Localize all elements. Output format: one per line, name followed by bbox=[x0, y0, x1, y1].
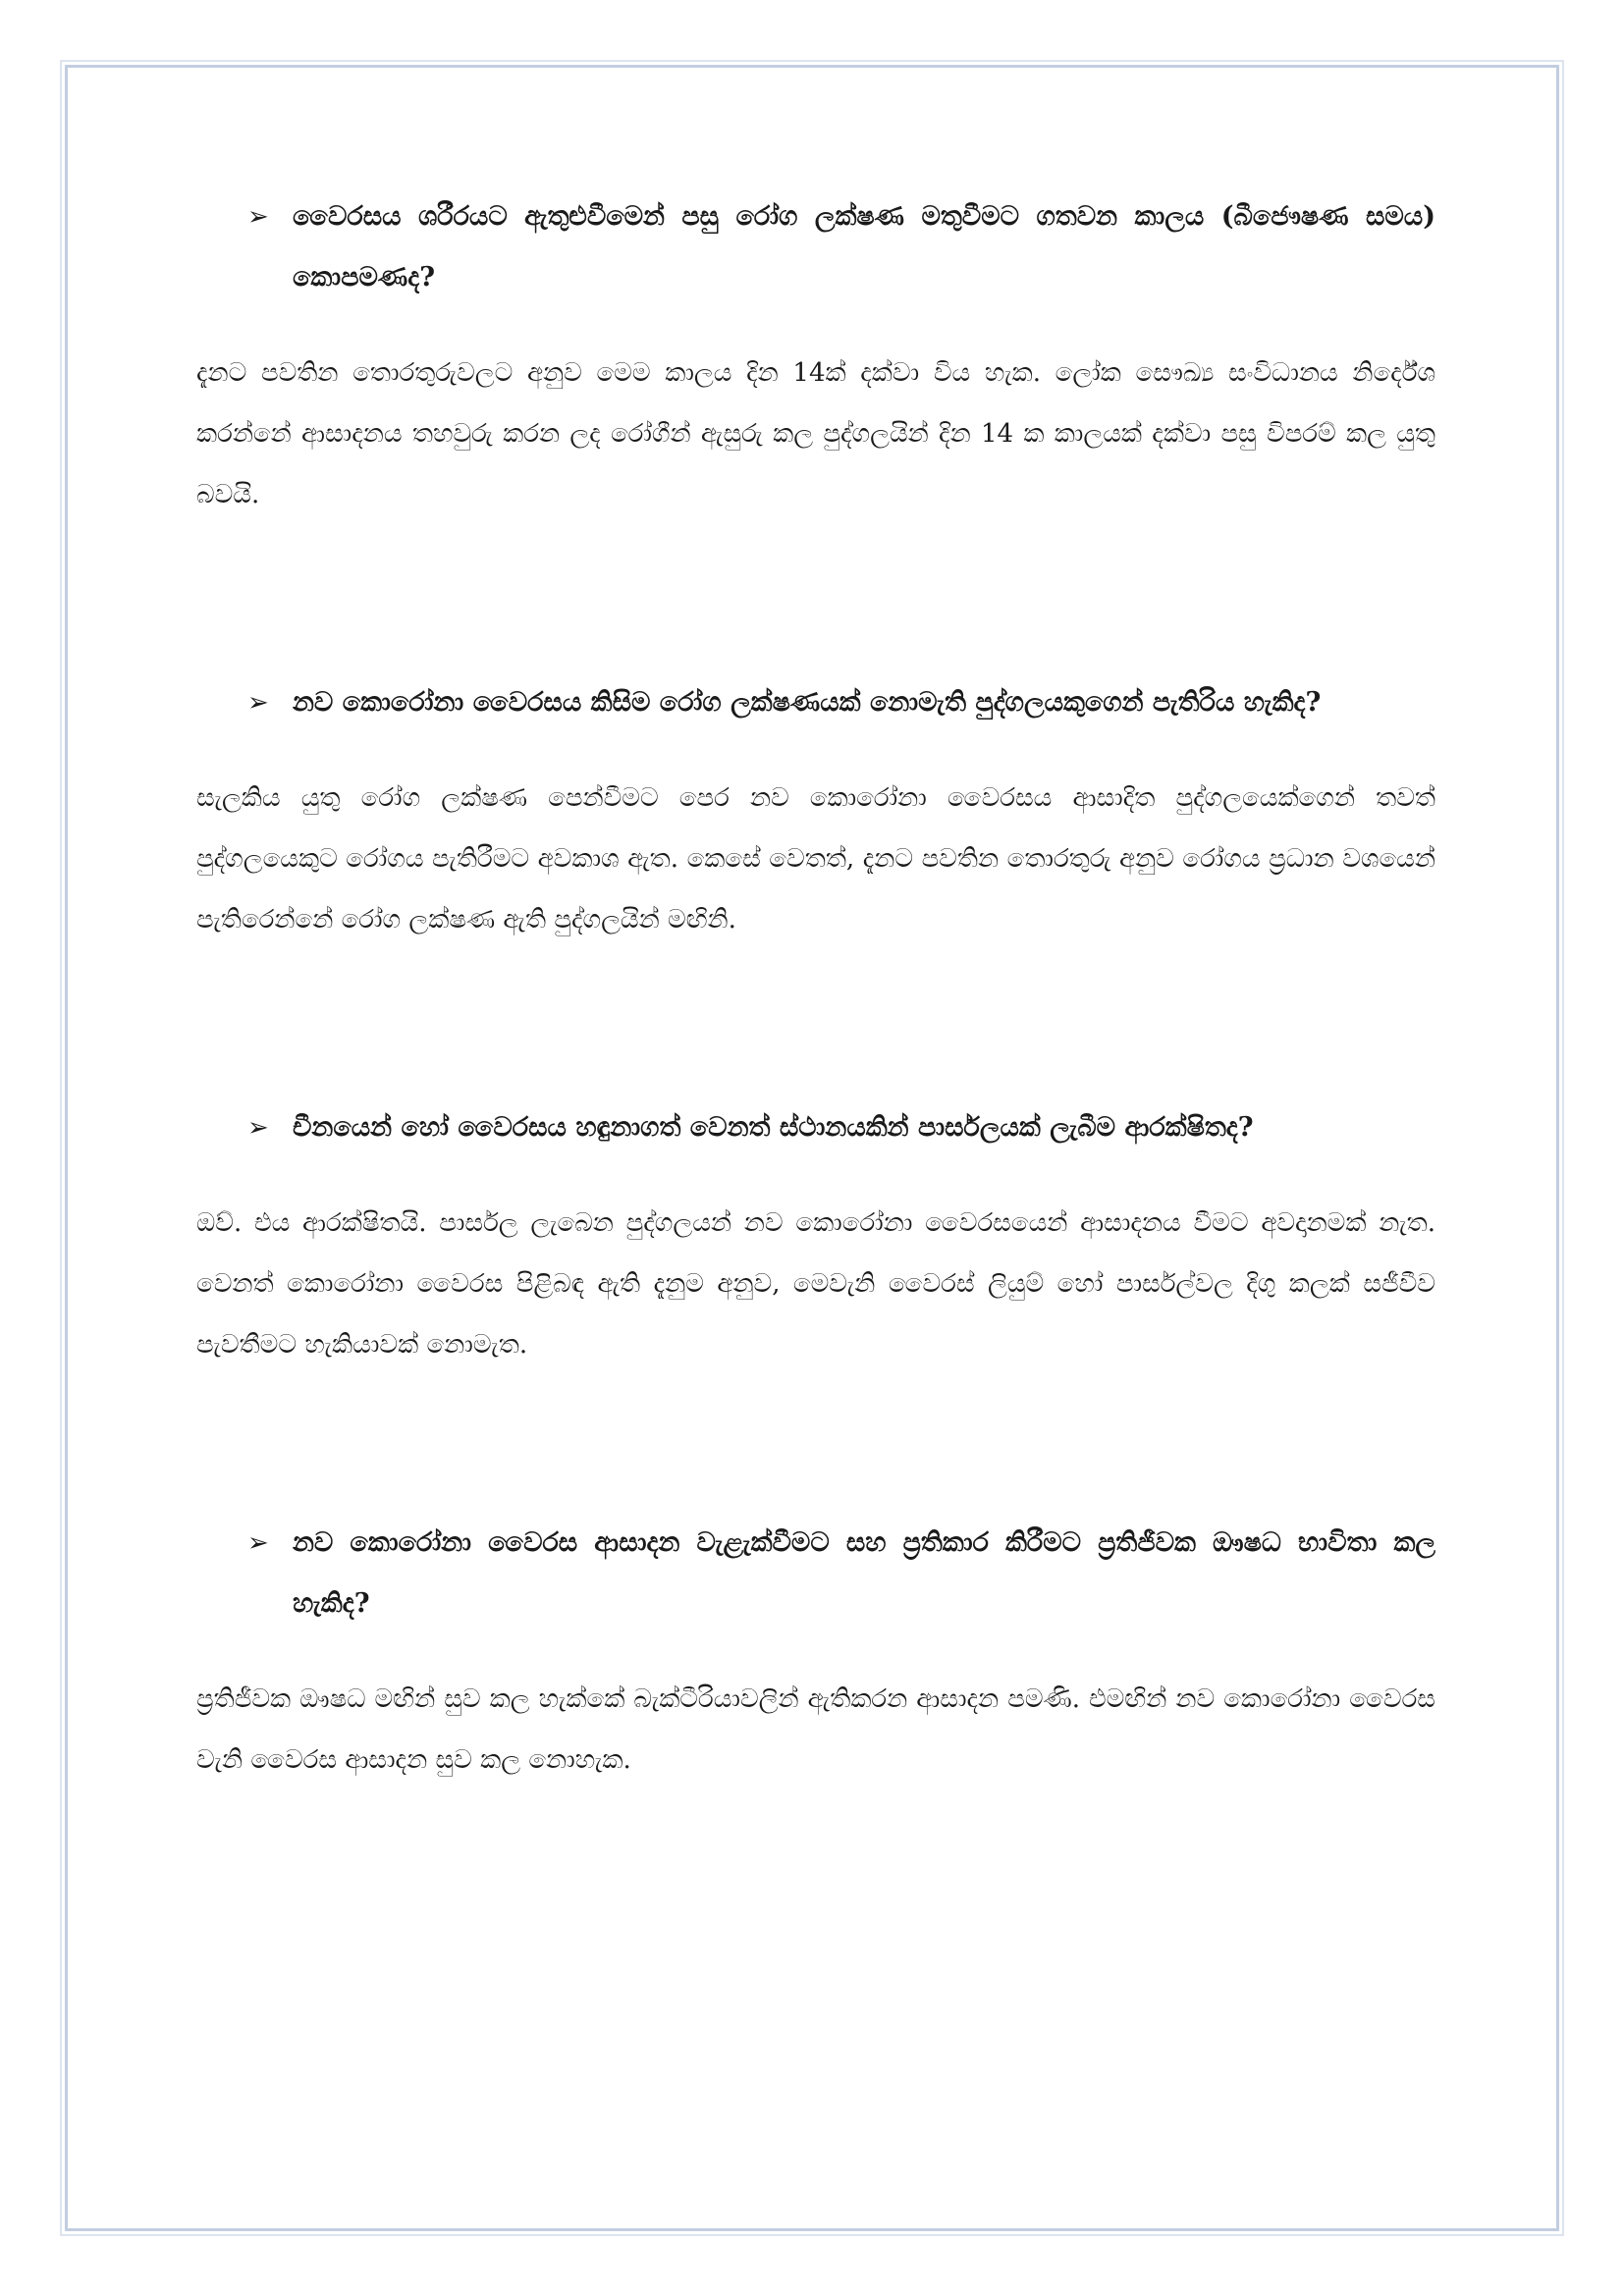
qa-item-antibiotics bbox=[196, 1513, 1435, 1790]
answer-paragraph: ඔව්. එය ආරක්ෂිතයි. පාර්සල ලැබෙන පුද්ගලයන් නව කොරෝනා වෛරසයෙන් ආසාදනය වීමට අවදානමක් නැත. වෙනත් කොරෝනා වෛරස පිළිබඳ ඇති දැනුම අනුව, මෙවැනි වෛරස් ලියුම් හෝ පාර්සල්වල දිගු කලක් සජීවීව පැවතීමට හැකියාවක් නොමැත. bbox=[196, 1208, 1435, 1360]
question-text: නව කොරෝනා වෛරසය කිසිම රෝග ලක්ෂණයක් නොමැති පුද්ගලයකුගෙන් පැතිරිය හැකිද? bbox=[293, 687, 1322, 718]
answer-paragraph: ප්‍රතිජීවක ඖෂධ මඟින් සුව කල හැක්කේ බැක්ටීරියාවලින් ඇතිකරන ආසාදන පමණි. එමඟින් නව කොරෝනා වෛරස වැනි වෛරස ආසාදන සුව කල නොහැක. bbox=[196, 1684, 1435, 1775]
question-text: නව කොරෝනා වෛරස ආසාදන වැළැක්වීමට සහ ප්‍රතිකාර කිරීමට ප්‍රතිජීවක ඖෂධ භාවිතා කල හැකිද? bbox=[293, 1527, 1435, 1619]
qa-item-incubation bbox=[196, 187, 1435, 525]
question-text: චීනයෙන් හෝ වෛරසය හඳුනාගත් වෙනත් ස්ථානයකින් පාර්සලයක් ලැබීම ආරක්ෂිතද? bbox=[293, 1112, 1254, 1143]
qa-item-parcel bbox=[196, 1097, 1435, 1375]
arrow-bullet-icon: ➢ bbox=[247, 1113, 269, 1143]
answer-paragraph: දැනට පවතින තොරතුරුවලට අනුව මෙම කාලය දින 14ක් දක්වා විය හැක. ලෝක සෞඛ්‍ය සංවිධානය නිර්දේශ කරන්නේ ආසාදනය තහවුරු කරන ලද රෝගීන් ඇසුරු කල පුද්ගලයින් දින 14 ක කාලයක් දක්වා පසු විපරම් කල යුතු බවයි. bbox=[196, 358, 1435, 509]
arrow-bullet-icon: ➢ bbox=[247, 1528, 269, 1558]
arrow-bullet-icon: ➢ bbox=[247, 688, 269, 718]
qa-item-asymptomatic bbox=[196, 672, 1435, 950]
question-text: වෛරසය ශරීරයට ඇතුළුවීමෙන් පසු රෝග ලක්ෂණ මතුවීමට ගතවන කාලය (බීජෞෂණ සමය) කොපමණද? bbox=[293, 201, 1435, 293]
document-body bbox=[196, 187, 1435, 1790]
question-heading bbox=[196, 1513, 1435, 1634]
question-heading bbox=[196, 672, 1435, 733]
answer-paragraph: සැලකිය යුතු රෝග ලක්ෂණ පෙන්වීමට පෙර නව කොරෝනා වෛරසය ආසාදිත පුද්ගලයෙක්ගෙන් තවත් පුද්ගලයෙකුට රෝගය පැතිරීමට අවකාශ ඇත. කෙසේ වෙතත්, දැනට පවතින තොරතුරු අනුව රෝගය ප්‍රධාන වශයෙන් පැතිරෙන්නේ රෝග ලක්ෂණ ඇති පුද්ගලයින් මඟිනි. bbox=[196, 783, 1435, 934]
arrow-bullet-icon: ➢ bbox=[247, 202, 269, 232]
question-heading bbox=[196, 187, 1435, 308]
question-heading bbox=[196, 1097, 1435, 1158]
